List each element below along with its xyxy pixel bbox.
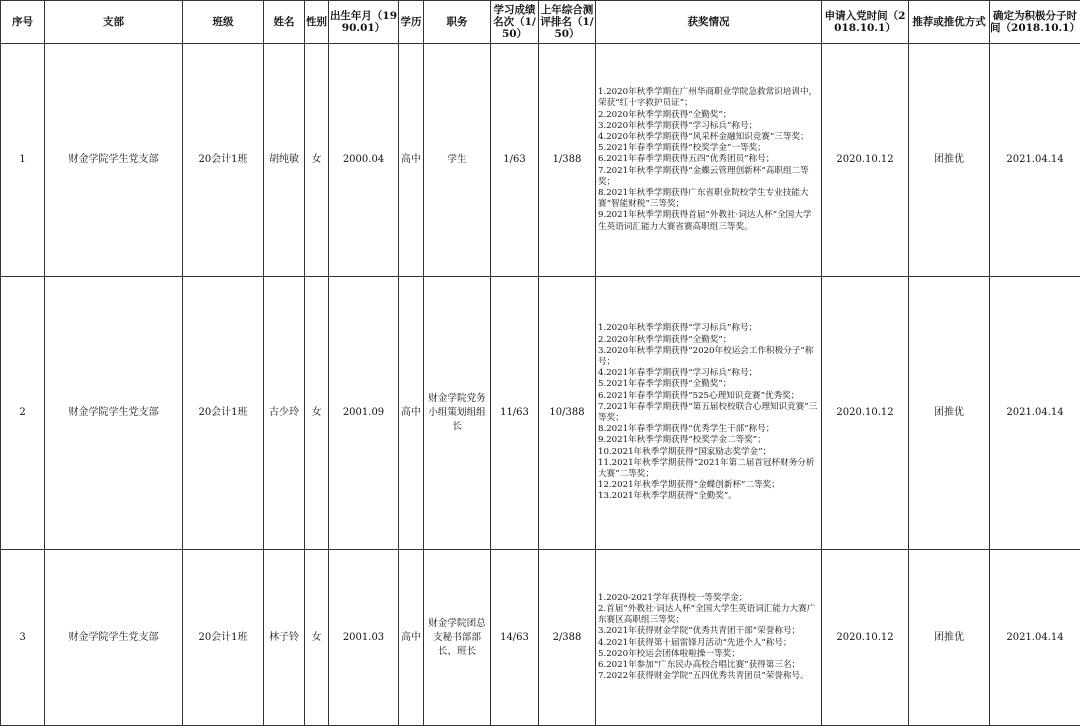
cell-overall-rank: 2/388	[539, 550, 596, 726]
cell-class: 20会计1班	[183, 550, 264, 726]
cell-birth: 2001.03	[329, 550, 399, 726]
award-item: 7.2022年获得财金学院“五四优秀共青团员”荣誉称号。	[598, 671, 818, 682]
cell-gender: 女	[305, 44, 329, 277]
header-academic-rank: 学习成绩名次（1/50）	[491, 1, 539, 44]
cell-apply-date: 2020.10.12	[822, 277, 909, 550]
table-row	[1, 44, 1080, 277]
award-item: 6.2021年春季学期获得五四“优秀团员”称号；	[598, 154, 818, 165]
header-name: 姓名	[264, 1, 305, 44]
header-row	[1, 1, 1080, 44]
award-item: 1.2020年秋季学期获得“学习标兵”称号；	[598, 323, 818, 334]
cell-name: 林子铃	[264, 550, 305, 726]
header-awards: 获奖情况	[596, 1, 822, 44]
award-item: 8.2021年春季学期获得“优秀学生干部”称号；	[598, 424, 818, 435]
cell-position: 财金学院团总支秘书部部长、班长	[424, 550, 491, 726]
cell-gender: 女	[305, 550, 329, 726]
cell-class: 20会计1班	[183, 277, 264, 550]
cell-activist-date: 2021.04.14	[990, 44, 1080, 277]
award-item: 9.2021年秋季学期获得“校奖学金二等奖”；	[598, 435, 818, 446]
cell-recommend: 团推优	[909, 277, 990, 550]
header-seq: 序号	[1, 1, 45, 44]
award-item: 7.2021年秋季学期获得“金蝶云管理创新杯”高职组二等奖；	[598, 166, 818, 188]
cell-position: 学生	[424, 44, 491, 277]
cell-recommend: 团推优	[909, 44, 990, 277]
cell-apply-date: 2020.10.12	[822, 44, 909, 277]
cell-position: 财金学院党务小组策划组组长	[424, 277, 491, 550]
cell-edu: 高中	[399, 44, 424, 277]
cell-seq: 1	[1, 44, 45, 277]
header-apply-date: 申请入党时间（2018.10.1）	[822, 1, 909, 44]
award-item: 3.2021年获得财金学院“优秀共青团干部”荣誉称号；	[598, 626, 818, 637]
cell-academic-rank: 14/63	[491, 550, 539, 726]
award-item: 4.2021年获得第十届雷锋月活动“先进个人”称号；	[598, 638, 818, 649]
header-branch: 支部	[45, 1, 183, 44]
award-item: 9.2021年秋季学期获得首届“外教社·词达人杯”全国大学生英语词汇能力大赛省赛高职组三等奖。	[598, 210, 818, 232]
header-position: 职务	[424, 1, 491, 44]
award-item: 12.2021年秋季学期获得“金蝶创新杯”二等奖；	[598, 480, 818, 491]
cell-gender: 女	[305, 277, 329, 550]
cell-birth: 2000.04	[329, 44, 399, 277]
award-item: 7.2021年春季学期获得“第五届校校联合心理知识竞赛”三等奖；	[598, 402, 818, 424]
cell-edu: 高中	[399, 550, 424, 726]
award-item: 3.2020年秋季学期获得“2020年校运会工作积极分子”称号；	[598, 346, 818, 368]
cell-branch: 财金学院学生党支部	[45, 550, 183, 726]
award-item: 6.2021年参加“广东民办高校合唱比赛”获得第三名；	[598, 660, 818, 671]
header-gender: 性别	[305, 1, 329, 44]
cell-activist-date: 2021.04.14	[990, 277, 1080, 550]
award-item: 13.2021年秋季学期获得“全勤奖”。	[598, 491, 818, 502]
header-birth: 出生年月（1990.01）	[329, 1, 399, 44]
table-row	[1, 277, 1080, 550]
cell-overall-rank: 1/388	[539, 44, 596, 277]
award-item: 6.2021年春季学期获得“525心理知识竞赛”优秀奖；	[598, 391, 818, 402]
header-edu: 学历	[399, 1, 424, 44]
award-item: 2.2020年秋季学期获得“全勤奖”；	[598, 110, 818, 121]
award-item: 8.2021年秋季学期获得广东省职业院校学生专业技能大赛“智能财税”三等奖；	[598, 188, 818, 210]
award-item: 10.2021年秋季学期获得“国家励志奖学金”；	[598, 447, 818, 458]
cell-awards	[596, 277, 822, 550]
cell-branch: 财金学院学生党支部	[45, 277, 183, 550]
award-item: 11.2021年秋季学期获得“2021年第二届首冠杯财务分析大赛”二等奖；	[598, 458, 818, 480]
cell-academic-rank: 1/63	[491, 44, 539, 277]
award-item: 3.2020年秋季学期获得“学习标兵”称号；	[598, 121, 818, 132]
award-item: 2.2020年秋季学期获得“全勤奖”；	[598, 335, 818, 346]
award-item: 5.2020年校运会团体啦啦操一等奖；	[598, 649, 818, 660]
cell-seq: 3	[1, 550, 45, 726]
header-recommend: 推荐或推优方式	[909, 1, 990, 44]
cell-awards	[596, 550, 822, 726]
cell-branch: 财金学院学生党支部	[45, 44, 183, 277]
award-item: 5.2021年春季学期获得“校奖学金”一等奖；	[598, 143, 818, 154]
award-item: 1.2020-2021学年获得校一等奖学金；	[598, 593, 818, 604]
award-item: 4.2021年春季学期获得“学习标兵”称号；	[598, 368, 818, 379]
award-item: 4.2020年秋季学期获得“风采杯金融知识竞赛”三等奖；	[598, 132, 818, 143]
cell-apply-date: 2020.10.12	[822, 550, 909, 726]
cell-seq: 2	[1, 277, 45, 550]
cell-name: 胡纯敏	[264, 44, 305, 277]
cell-academic-rank: 11/63	[491, 277, 539, 550]
cell-birth: 2001.09	[329, 277, 399, 550]
cell-name: 古少玲	[264, 277, 305, 550]
award-item: 5.2021年春季学期获得“全勤奖”；	[598, 379, 818, 390]
table-row	[1, 550, 1080, 726]
cell-class: 20会计1班	[183, 44, 264, 277]
award-item: 2.首届“外教社·词达人杯”全国大学生英语词汇能力大赛广东赛区高职组三等奖；	[598, 604, 818, 626]
cell-awards	[596, 44, 822, 277]
cell-activist-date: 2021.04.14	[990, 550, 1080, 726]
cell-overall-rank: 10/388	[539, 277, 596, 550]
award-item: 1.2020年秋季学期在广州华商职业学院急救常识培训中，荣获“红十字救护员证”；	[598, 87, 818, 109]
header-overall-rank: 上年综合测评排名（1/50）	[539, 1, 596, 44]
cell-edu: 高中	[399, 277, 424, 550]
header-activist-date: 确定为积极分子时间（2018.10.1）	[990, 1, 1080, 44]
cell-recommend: 团推优	[909, 550, 990, 726]
header-class: 班级	[183, 1, 264, 44]
